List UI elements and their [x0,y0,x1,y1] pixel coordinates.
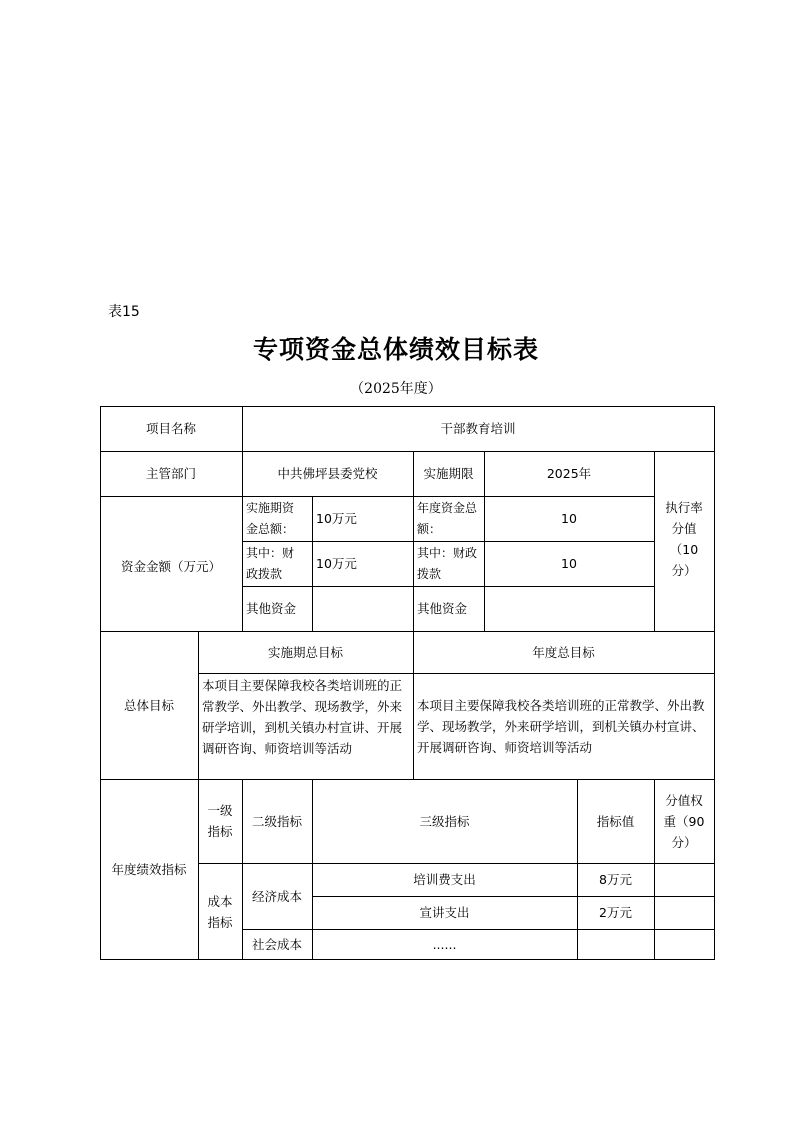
period-label: 实施期限 [423,466,474,481]
table-border [100,959,715,960]
annual-other-label: 其他资金 [417,601,468,616]
other-funds-label: 其他资金 [246,601,297,616]
table-border [242,586,654,587]
table-border [100,451,715,452]
table-border [100,631,715,632]
table-border [654,779,655,960]
table-border [198,863,715,864]
table-number: 表15 [108,304,140,320]
table-border [100,406,715,407]
period-value: 2025年 [546,466,592,481]
annual-total-label: 年度资金总额： [417,500,478,536]
fiscal-value: 10万元 [316,556,357,571]
indicator-row-3: ...... [432,937,457,952]
table-border [413,451,414,779]
project-name-value: 干部教育培训 [440,421,516,436]
table-border [484,451,485,631]
level3-header: 三级指标 [419,813,470,829]
indicator-row-2: 宣讲支出 [419,905,470,920]
fiscal-label: 其中：财政拨款 [246,545,295,581]
cost-indicator-label: 成本指标 [207,893,233,930]
table-border [242,541,654,542]
annual-total-value: 10 [561,511,577,526]
overall-goal-label: 总体目标 [123,697,174,713]
department-label: 主管部门 [145,466,196,481]
indicator-row-3-weight [654,929,714,960]
weight-header: 分值权重（90分） [663,792,705,850]
annual-goal-header: 年度总目标 [532,644,595,660]
table-border [242,406,243,631]
indicator-row-1: 培训费支出 [413,872,476,887]
economic-cost-label: 经济成本 [251,888,302,904]
indicators-label: 年度绩效指标 [111,862,187,877]
period-goal-text: 本项目主要保障我校各类培训班的正常教学、外出教学、现场教学，外来研学培训，到机关镇办村宣讲、开展调研咨询、师资培训等活动 [202,678,403,756]
table-border [198,631,199,960]
table-border [577,779,578,960]
value-header: 指标值 [596,813,635,829]
table-border [312,496,313,631]
level2-header: 二级指标 [251,813,302,829]
table-border [100,779,715,780]
indicator-row-2-weight [654,896,714,929]
table-border [654,451,655,631]
level1-header: 一级指标 [207,803,233,839]
other-funds-value [312,586,413,631]
table-border [312,779,313,960]
period-goal-header: 实施期总目标 [267,644,343,660]
document-title: 专项资金总体绩效目标表 [252,335,539,364]
document-subtitle: （2025年度） [350,381,442,397]
department-value: 中共佛坪县委党校 [277,466,378,481]
social-cost-label: 社会成本 [251,937,302,952]
indicator-row-1-value: 8万元 [599,872,632,887]
indicator-row-2-value: 2万元 [599,905,632,920]
table-border [100,496,654,497]
annual-fiscal-value: 10 [561,556,577,571]
exec-rate-label: 执行率分值（10分） [665,500,703,578]
period-total-value: 10万元 [316,511,357,526]
annual-fiscal-label: 其中：财政拨款 [417,545,478,581]
table-border [100,406,101,960]
indicator-row-1-weight [654,863,714,896]
annual-goal-text: 本项目主要保障我校各类培训班的正常教学、外出教学、现场教学，外来研学培训，到机关镇办村宣讲、开展调研咨询、师资培训等活动 [417,697,705,755]
table-border [242,779,243,960]
fund-amount-label: 资金金额（万元） [120,558,221,574]
project-name-label: 项目名称 [145,421,196,436]
annual-other-value [484,586,654,631]
table-border [198,673,715,674]
period-total-label: 实施期资金总额： [246,500,295,536]
table-border [714,406,715,960]
indicator-row-3-value [577,929,654,960]
